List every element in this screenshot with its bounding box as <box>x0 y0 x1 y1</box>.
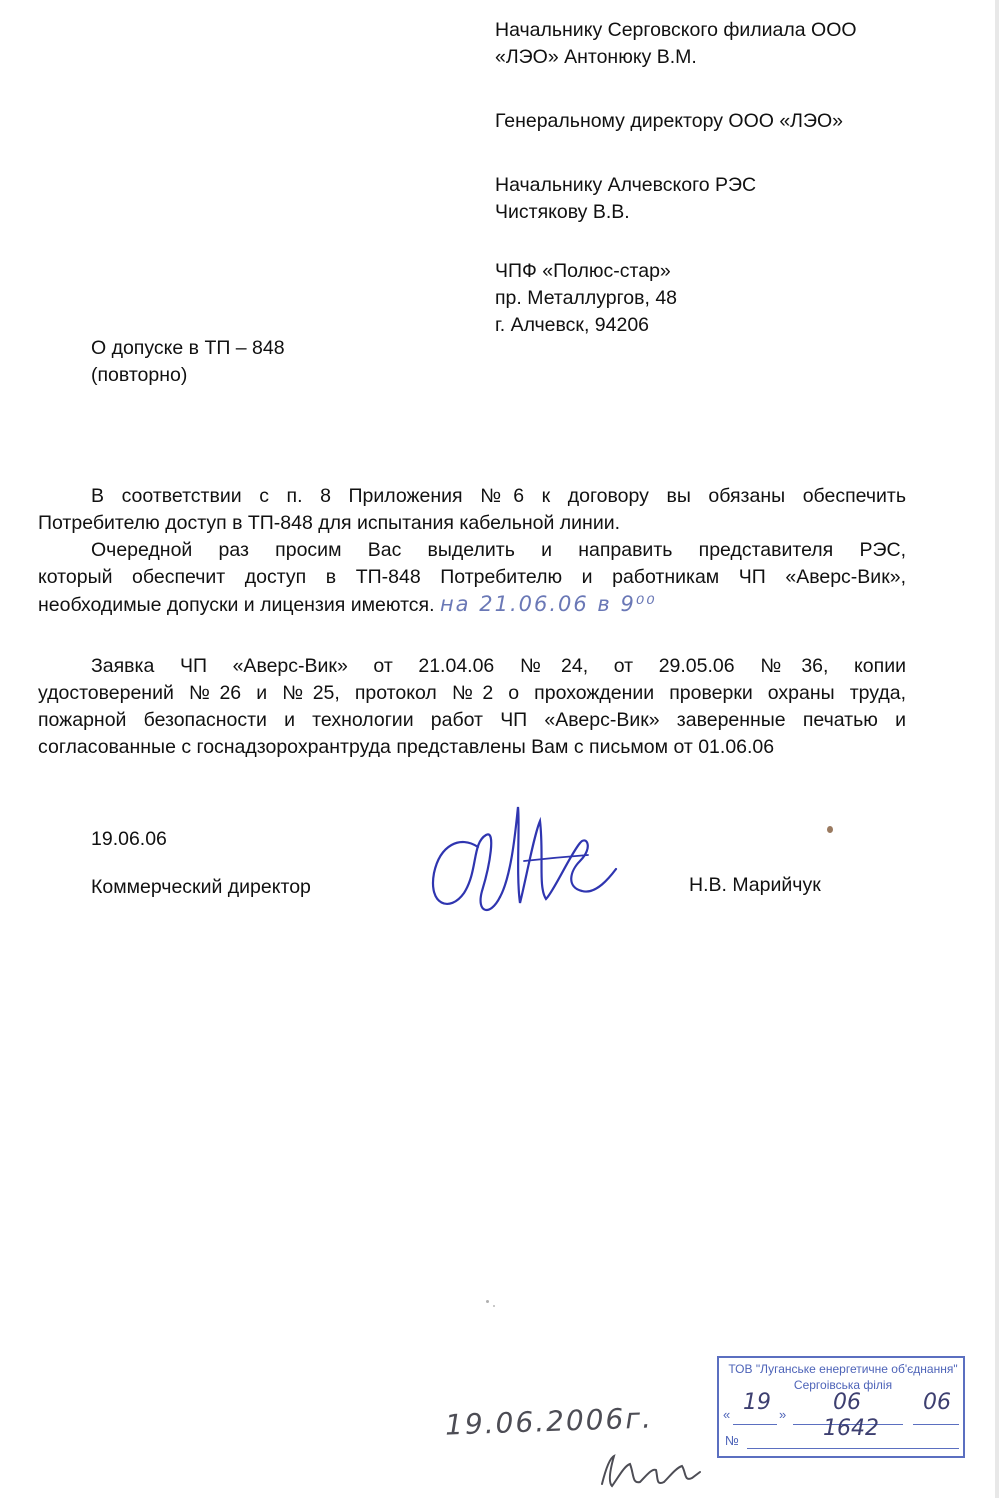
addressee-block <box>495 17 857 226</box>
body-line: Заявка ЧП «Аверс-Вик» от 21.04.06 №24, от 29.05.06 №36, копии <box>91 655 906 677</box>
scan-dust <box>486 1300 489 1303</box>
body-line: Потребителю доступ в ТП-848 для испытания кабельной линии. <box>38 512 621 534</box>
letter-date: 19.06.06 <box>91 828 167 850</box>
body-line: согласованные с госнадзорохрантруда представлены Вам с письмом от 01.06.06 <box>38 736 775 758</box>
subject-line: О допуске в ТП – 848 <box>91 337 285 359</box>
body-line: пожарной безопасности и технологии работ ЧП «Аверс-Вик» заверенные печатью и <box>38 709 906 731</box>
body-line-text: необходимые допуски и лицензия имеются. <box>38 594 435 616</box>
registration-stamp <box>717 1356 965 1458</box>
signature-image <box>420 795 620 935</box>
body-text <box>38 483 906 761</box>
subject-block <box>91 335 285 389</box>
stamp-quote-open: « <box>723 1407 731 1422</box>
stamp-branch: Сергоівська філія <box>793 1378 893 1392</box>
receipt-initials <box>596 1448 706 1494</box>
signer-position: Коммерческий директор <box>91 876 311 898</box>
stamp-month: 06 <box>833 1390 861 1415</box>
scan-edge <box>995 0 999 1498</box>
stamp-number: 1642 <box>823 1416 879 1441</box>
sender-line: ЧПФ «Полюс-стар» <box>495 260 671 282</box>
receipt-date-handwritten: 19.06.2006г. <box>444 1401 654 1442</box>
stamp-year: 06 <box>923 1390 951 1415</box>
addressee-line: Начальнику Алчевского РЭС <box>495 174 757 196</box>
addressee-line: Генеральному директору ООО «ЛЭО» <box>495 110 844 132</box>
subject-line: (повторно) <box>91 364 188 386</box>
stamp-quote-close: » <box>779 1407 787 1422</box>
addressee-line: Начальнику Серговского филиала ООО <box>495 19 857 41</box>
body-line: В соответствии с п. 8 Приложения №6 к договору вы обязаны обеспечить <box>91 485 906 507</box>
addressee-line: «ЛЭО» Антонюку В.М. <box>495 46 697 68</box>
addressee-line: Чистякову В.В. <box>495 201 630 223</box>
sender-line: г. Алчевск, 94206 <box>495 314 650 336</box>
sender-block <box>495 258 677 339</box>
stamp-day: 19 <box>743 1390 771 1415</box>
body-line: удостоверений №26 и №25, протокол №2 о прохождении проверки охраны труда, <box>38 682 906 704</box>
stamp-number-sign: № <box>725 1433 739 1448</box>
stamp-organization: ТОВ "Луганське енергетичне об'єднання" <box>728 1362 958 1376</box>
body-line: Очередной раз просим Вас выделить и направить представителя РЭС, <box>91 539 906 561</box>
ink-speck <box>827 826 833 833</box>
body-line-with-note <box>38 591 906 619</box>
handwritten-appointment-note: на 21.06.06 в 9⁰⁰ <box>439 592 657 616</box>
scan-dust <box>493 1305 495 1307</box>
stamp-number-row <box>723 1416 963 1452</box>
body-line: который обеспечит доступ в ТП-848 Потребителю и работникам ЧП «Аверс-Вик», <box>38 566 906 588</box>
signer-name: Н.В. Марийчук <box>689 874 821 896</box>
sender-line: пр. Металлургов, 48 <box>495 287 678 309</box>
